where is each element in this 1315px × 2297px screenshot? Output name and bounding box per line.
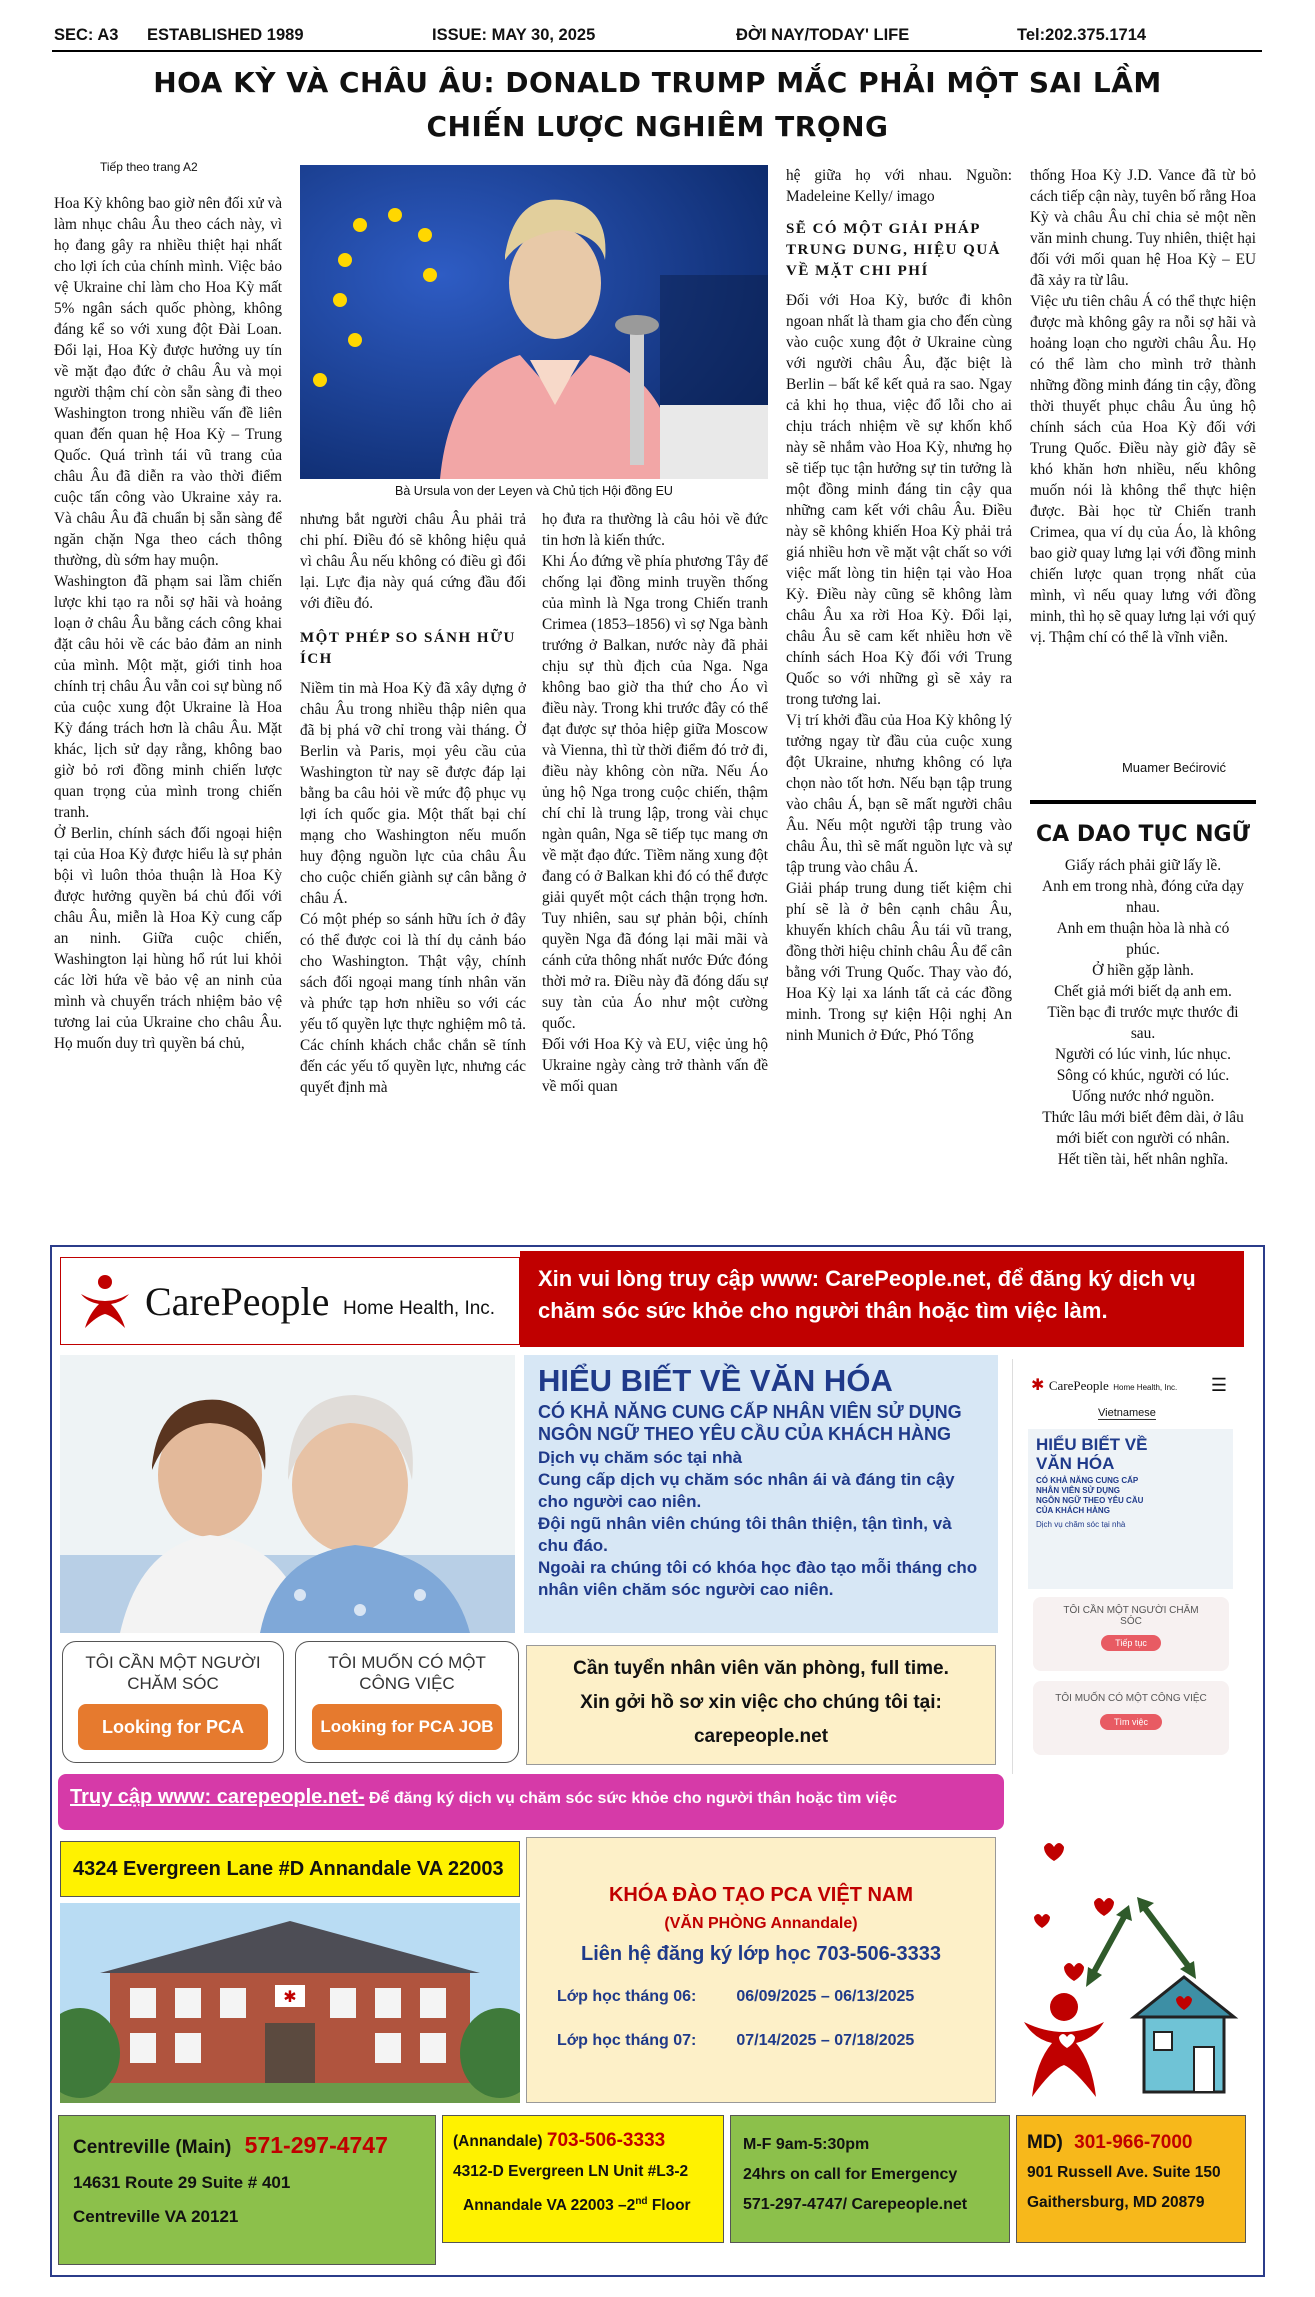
annandale-address-2: Annandale VA 22003 –2: [463, 2197, 636, 2215]
svg-text:✱: ✱: [283, 1989, 297, 2006]
continued-note: Tiếp theo trang A2: [100, 160, 198, 174]
june-label: Lớp học tháng 06:: [557, 1988, 697, 2005]
training-june: [527, 1988, 995, 2006]
cadao-line: Anh em thuận hòa là nhà có phúc.: [1056, 920, 1230, 958]
annandale-address-banner: 4324 Evergreen Lane #D Annandale VA 22003: [60, 1841, 520, 1897]
maryland-office: [1016, 2115, 1246, 2243]
mockup-subtitle: CÓ KHẢ NĂNG CUNG CẤP NHÂN VIÊN SỬ DỤNG NGÔN NGỮ THEO YÊU CẦU CỦA KHÁCH HÀNG: [1036, 1476, 1144, 1515]
hiring-notice: [526, 1645, 996, 1765]
july-label: Lớp học tháng 07:: [557, 2032, 697, 2049]
looking-for-pca-button[interactable]: Looking for PCA: [78, 1704, 268, 1750]
menu-icon[interactable]: ☰: [1210, 1375, 1227, 1395]
annandale-address-3: Floor: [647, 2197, 691, 2215]
mockup-language[interactable]: Vietnamese: [1098, 1407, 1156, 1419]
article-column-3: họ đưa ra thường là câu hỏi về đức tin hơn là kiến thức. Khi Áo đứng về phía phương Tây để chống lại đồng minh truyền thống của mình là Nga trong Chiến tranh Crimea (1853–1856) vì sợ Nga bành trướng ở Balkan, nước này đã phải chịu sự thù địch của Nga. Nga không bao giờ tha thứ cho Áo vì điều này. Trong khi trước đây có thể đạt được sự thỏa hiệp giữa Moscow và Vienna, thì từ thời điểm đó trở đi, điều này không còn nữa. Nếu Áo ủng hộ Nga trong cuộc chiến, thậm chí chỉ là trung lập, trong vài chục ngàn quân, Nga sẽ tiếp tục mang ơn về mặt đạo đức. Tiềm năng xung đột đang có ở Balkan khi đó có thể được giải quyết một cách thận trọng hơn. Tuy nhiên, sau sự phản bội, chính quyền Nga đã đóng lại mãi mãi và cánh cửa thông nhất nước Đức đóng thời mở ra. Điều này đã đóng dấu sự suy tàn của Áo như một cường quốc. Đối với Hoa Kỳ và EU, việc ủng hộ Ukraine ngày càng trở thành vấn đề về mối quan: [542, 511, 768, 1095]
mockup-logo: CarePeople: [1048, 1378, 1109, 1393]
culture-list: [538, 1447, 984, 1601]
cultural-understanding-box: [524, 1355, 998, 1633]
centreville-address-1: 14631 Route 29 Suite # 401: [73, 2173, 291, 2192]
visit-website-banner[interactable]: Xin vui lòng truy cập www: CarePeople.net, để đăng ký dịch vụ chăm sóc sức khỏe cho người thân hoặc tìm việc làm.: [520, 1251, 1244, 1347]
training-title: KHÓA ĐÀO TẠO PCA VIỆT NAM: [608, 1884, 914, 1906]
mockup-job-text: TÔI MUỐN CÓ MỘT CÔNG VIỆC: [1055, 1693, 1207, 1704]
cadao-line: Anh em trong nhà, đóng cửa dạy nhau.: [1042, 878, 1244, 916]
hours-line-2: 24hrs on call for Emergency: [743, 2166, 958, 2183]
md-address-1: 901 Russell Ave. Suite 150: [1027, 2164, 1221, 2181]
caregiver-photo: [60, 1355, 515, 1633]
mockup-header: [1031, 1375, 1231, 1405]
website-link[interactable]: Truy cập www: carepeople.net-: [70, 1786, 365, 1808]
hiring-website[interactable]: carepeople.net: [693, 1726, 829, 1747]
office-building-photo: [60, 1903, 520, 2103]
subheading-comparison: MỘT PHÉP SO SÁNH HỮU ÍCH: [300, 630, 516, 667]
md-name: MD): [1027, 2132, 1063, 2153]
section-label: SEC: A3: [54, 26, 119, 44]
culture-item: Đội ngũ nhân viên chúng tôi thân thiện, tận tình, và chu đáo.: [538, 1514, 952, 1555]
mockup-title: HIỂU BIẾT VỀ VĂN HÓA: [1036, 1435, 1148, 1473]
culture-item: Cung cấp dịch vụ chăm sóc nhân ái và đáng tin cậy cho người cao niên.: [538, 1470, 955, 1511]
annandale-phone[interactable]: 703-506-3333: [546, 2130, 666, 2151]
hours-line-1: M-F 9am-5:30pm: [743, 2136, 870, 2153]
annandale-address-1: 4312-D Evergreen LN Unit #L3-2: [453, 2163, 689, 2180]
training-july: [527, 2032, 995, 2050]
established-label: ESTABLISHED 1989: [147, 26, 304, 44]
culture-subtitle: CÓ KHẢ NĂNG CUNG CẤP NHÂN VIÊN SỬ DỤNG NGÔN NGỮ THEO YÊU CẦU CỦA KHÁCH HÀNG: [538, 1402, 962, 1444]
july-dates: 07/14/2025 – 07/18/2025: [736, 2032, 915, 2049]
culture-item: Dịch vụ chăm sóc tại nhà: [538, 1448, 743, 1467]
annandale-floor-sup: nd: [635, 2196, 648, 2207]
cadao-line: Chết giả mới biết dạ anh em.: [1054, 983, 1232, 1000]
culture-title: HIỂU BIẾT VỀ VĂN HÓA: [538, 1363, 893, 1398]
visit-website-bar: [58, 1774, 1004, 1830]
headline-line-2: CHIẾN LƯỢC NGHIÊM TRỌNG: [426, 110, 889, 143]
mockup-care-button[interactable]: Tiếp tục: [1101, 1635, 1161, 1651]
article-column-4: [786, 165, 1012, 1213]
website-mockup: [1012, 1359, 1244, 1774]
cadao-line: Hết tiền tài, hết nhân nghĩa.: [1057, 1151, 1229, 1168]
website-link-text: Để đăng ký dịch vụ chăm sóc sức khỏe cho người thân hoặc tìm việc: [364, 1790, 897, 1807]
cadao-line: Giấy rách phải giữ lấy lề.: [1064, 857, 1222, 874]
photo-caption: Bà Ursula von der Leyen và Chủ tịch Hội đồng EU: [395, 484, 673, 498]
mockup-hero: [1028, 1429, 1233, 1589]
culture-item: Ngoài ra chúng tôi có khóa học đào tạo mỗi tháng cho nhân viên chăm sóc người cao niên.: [538, 1558, 978, 1599]
article-photo: [300, 165, 768, 479]
training-contact: Liên hệ đăng ký lớp học 703-506-3333: [581, 1943, 941, 1965]
cadao-poem: [1038, 855, 1248, 1170]
column-2-intro: nhưng bắt người châu Âu phải trả chi phí. Điều đó sẽ không hiệu quả vì châu Âu nếu không có điều gì đổi lại. Lực địa này quá cứng đầu đối với điều đó.: [300, 511, 526, 612]
issue-date: ISSUE: MAY 30, 2025: [432, 26, 596, 44]
column-4-intro: hệ giữa họ với nhau. Nguồn: Madeleine Kelly/ imago: [786, 167, 1012, 205]
author-signature: Muamer Bećirović: [1121, 760, 1226, 775]
phone-number: Tel:202.375.1714: [1017, 26, 1147, 44]
cadao-title: CA DAO TỤC NGỮ: [1035, 822, 1250, 847]
caregiver-and-senior-image: [60, 1355, 515, 1633]
mockup-job-button[interactable]: Tìm việc: [1100, 1714, 1162, 1730]
centreville-office: [58, 2115, 436, 2265]
mockup-job-card: [1033, 1681, 1229, 1755]
cadao-line: Tiền bạc đi trước mực thước đi sau.: [1047, 1004, 1239, 1042]
mockup-logo-sub: Home Health, Inc.: [1113, 1383, 1178, 1392]
want-job-card: [295, 1641, 519, 1763]
need-caregiver-card: [62, 1641, 284, 1763]
column-4-body: Đối với Hoa Kỳ, bước đi khôn ngoan nhất là tham gia cho đến cùng vào cuộc xung đột ở Ukraine cùng với người châu Âu, đặc biệt là Berlin – bất kể kết quả ra sao. Ngay cả khi họ thua, việc đổ lỗi cho ai chịu trách nhiệm về sự khốn khổ này sẽ nhắm vào Hoa Kỳ, nhưng họ sẽ tiếp tục tận hưởng sự tin tưởng là một đồng minh đáng tin cậy qua những cam kết với châu Âu. Điều này sẽ không khiến Hoa Kỳ phải trả giá nhiều hơn về mặt vật chất so với việc mất lòng tin hiện tại vào Hoa Kỳ. Điều này cũng sẽ không làm châu Âu xa rời Hoa Kỳ. Đổi lại, châu Âu sẽ cam kết nhiều hơn về chính sách Hoa Kỳ đối với Trung Quốc so với những gì sẽ xảy ra trong tương lai. Vị trí khởi đầu của Hoa Kỳ không lý tưởng ngay từ đầu của cuộc xung đột Ukraine, nhưng không có lựa chọn nào tốt hơn. Nếu bạn tập trung vào châu Á, bạn sẽ mất người châu Âu. Nếu một người tập trung vào châu Âu, thì sẽ mất nguồn lực và sự tập trung vào châu Á. Giải pháp trung dung tiết kiệm chi phí sẽ là ở bên cạnh châu Âu, khuyến khích châu Âu tái vũ trang, đồng thời hiệu chỉnh châu Âu để cân bằng với Trung Quốc. Thay vào đó, Hoa Kỳ lại xa lánh tất cả các đồng minh. Trong sự kiện Hội nghị An ninh Munich ở Đức, Phó Tổng: [786, 292, 1012, 1044]
subheading-solution: SẼ CÓ MỘT GIẢI PHÁP TRUNG DUNG, HIỆU QUẢ VỀ MẶT CHI PHÍ: [786, 221, 1002, 279]
article-column-1: Hoa Kỳ không bao giờ nên đối xử và làm nhục châu Âu theo cách này, vì họ đang gây ra nhiều thiệt hại nhất cho lợi ích của chính mình. Việc bảo vệ Ukraine chỉ làm cho Hoa Kỳ mất 5% ngân sách quốc phòng, không đáng kể so với xung đột Đài Loan. Đổi lại, Hoa Kỳ được hưởng uy tín về mặt đạo đức ở châu Âu và mọi người thậm chí còn sẵn sàng đi theo Washington trong nhiều vấn đề liên quan đến quan hệ Hoa Kỳ – Trung Quốc. Quá trình tái vũ trang của châu Âu đã diễn ra vào thời điểm cuộc tấn công vào Ukraine xảy ra. Và châu Âu đã chuẩn bị sẵn sàng để ngăn chặn Nga theo cách thông thường, dù sớm hay muộn. Washington đã phạm sai lầm chiến lược khi tạo ra nỗi sợ hãi và hoảng loạn ở châu Âu bằng cách công khai đặt câu hỏi về các bảo đảm an ninh của mình. Một mặt, giới tinh hoa chính trị châu Âu vẫn coi sự bùng nổ của cuộc xung đột Ukraine là Hoa Kỳ đáng trách hơn là châu Âu. Mặt khác, lịch sử dạy rằng, không bao giờ bỏ rơi đồng minh chiến lược quan trọng của mình trong chiến tranh. Ở Berlin, chính sách đối ngoại hiện tại của Hoa Kỳ được hiểu là sự phản bội vì luôn thỏa thuận là Hoa Kỳ được hưởng quyền bá chủ đối với châu Âu, miễn là Hoa Kỳ cung cấp an ninh. Giữa cuộc chiến, Washington lại hùng hổ rút lui khỏi các lời hứa về bảo vệ an ninh của mình và chuyển trách nhiệm bảo vệ tương lai của Ukraine cho châu Âu. Họ muốn duy trì quyền bá chủ,: [54, 195, 282, 1052]
hiring-line: Xin gởi hồ sơ xin việc cho chúng tôi tại:: [580, 1692, 942, 1713]
cadao-line: Uống nước nhớ nguồn.: [1071, 1088, 1215, 1105]
pca-training-box: [526, 1837, 996, 2103]
family-home-graphic: [1004, 1807, 1244, 2107]
von-der-leyen-photo: [300, 165, 768, 479]
cadao-line: Người có lúc vinh, lúc nhục.: [1055, 1046, 1231, 1063]
centreville-address-2: Centreville VA 20121: [73, 2207, 239, 2226]
cadao-line: Sông có khúc, người có lúc.: [1056, 1067, 1230, 1084]
hours-line-3[interactable]: 571-297-4747/ Carepeople.net: [743, 2196, 968, 2213]
cadao-line: Ở hiền gặp lành.: [1092, 962, 1194, 979]
mockup-care-text: TÔI CẦN MỘT NGƯỜI CHĂM SÓC: [1063, 1605, 1199, 1627]
training-office: (VĂN PHÒNG Annandale): [664, 1915, 858, 1932]
carepeople-logo-icon: [75, 1272, 135, 1332]
mockup-care-card: [1033, 1597, 1229, 1671]
column-2-body: Niềm tin mà Hoa Kỳ đã xây dựng ở châu Âu trong nhiều thập niên qua đã bị phá vỡ chỉ trong vài tháng. Ở Berlin và Paris, mọi yêu cầu của Washington từ nay sẽ được đáp lại bằng ba câu hỏi về mức độ phục vụ lợi ích quốc gia. Một thất bại chí mạng cho Washington nếu muốn huy động nguồn lực của châu Âu cho cuộc chiến giành sự cân bằng ở châu Á. Có một phép so sánh hữu ích ở đây có thể được coi là thí dụ cảnh báo cho Washington. Thật vậy, chính sách đối ngoại mang tính nhân văn và phức tạp hơn nhiều so với các yếu tố quyền lực thực nghiệm mô tả. Các chính khách chắc chắn sẽ tính đến các yếu tố quyền lực, nhưng các quyết định mà: [300, 680, 526, 1096]
mockup-logo-icon: ✱: [1031, 1377, 1045, 1394]
md-phone[interactable]: 301-966-7000: [1074, 2132, 1193, 2153]
cadao-line: Thức lâu mới biết đêm dài, ở lâu mới biết con người có nhân.: [1042, 1109, 1244, 1147]
need-caregiver-text: TÔI CẦN MỘT NGƯỜI CHĂM SÓC: [85, 1653, 261, 1693]
section-divider: [1030, 800, 1256, 804]
want-job-text: TÔI MUỐN CÓ MỘT CÔNG VIỆC: [328, 1653, 486, 1693]
carepeople-advertisement: [50, 1245, 1265, 2277]
annandale-office: [442, 2115, 724, 2243]
centreville-phone[interactable]: 571-297-4747: [244, 2132, 388, 2158]
office-building-image: [60, 1903, 520, 2103]
looking-for-pca-job-button[interactable]: Looking for PCA JOB: [312, 1704, 502, 1750]
carepeople-logo-box: [60, 1257, 520, 1345]
masthead: [52, 24, 1262, 52]
carepeople-logo-sub: Home Health, Inc.: [343, 1298, 496, 1319]
carepeople-logo-name: CarePeople: [145, 1279, 330, 1324]
family-house-illustration: [1004, 1807, 1244, 2107]
article-column-5: thống Hoa Kỳ J.D. Vance đã từ bỏ cách tiếp cận này, tuyên bố rằng Hoa Kỳ và châu Âu chỉ chia sẻ một nền văn minh chung. Tuy nhiên, thiệt hại đối với mối quan hệ Hoa Kỳ – EU đã xảy ra từ lâu. Việc ưu tiên châu Á có thể thực hiện được mà không gây ra nỗi sợ hãi và hoảng loạn cho người châu Âu. Họ có thể làm cho mình trở thành những đồng minh đáng tin cậy, đồng thời thuyết phục châu Âu ủng hộ chính sách của Hoa Kỳ đối với Trung Quốc. Điều này giờ đây sẽ khó khăn hơn nhiều, nếu không muốn nói là không thể thực hiện được. Bài học từ Chiến tranh Crimea, qua ví dụ của Áo, là không bao giờ quay lưng lại với đồng minh chiến lược quan trọng nhất của mình, vì nếu quay lưng với đồng minh, thì họ sẽ quay lưng lại với quý vị. Thậm chí có thể là vĩnh viễn.: [1030, 167, 1256, 646]
annandale-name: (Annandale): [453, 2133, 543, 2150]
hiring-line: Cần tuyển nhân viên văn phòng, full time.: [573, 1658, 949, 1679]
mockup-item: Dịch vụ chăm sóc tại nhà: [1036, 1520, 1126, 1529]
article-column-2: [300, 509, 526, 1213]
centreville-name: Centreville (Main): [73, 2137, 232, 2158]
paper-name: ĐỜI NAY/TODAY' LIFE: [736, 26, 910, 44]
june-dates: 06/09/2025 – 06/13/2025: [736, 1988, 915, 2005]
headline-line-1: HOA KỲ VÀ CHÂU ÂU: DONALD TRUMP MẮC PHẢI MỘT SAI LẦM: [153, 66, 1162, 99]
office-hours-box: [730, 2115, 1010, 2243]
md-address-2: Gaithersburg, MD 20879: [1027, 2194, 1205, 2211]
